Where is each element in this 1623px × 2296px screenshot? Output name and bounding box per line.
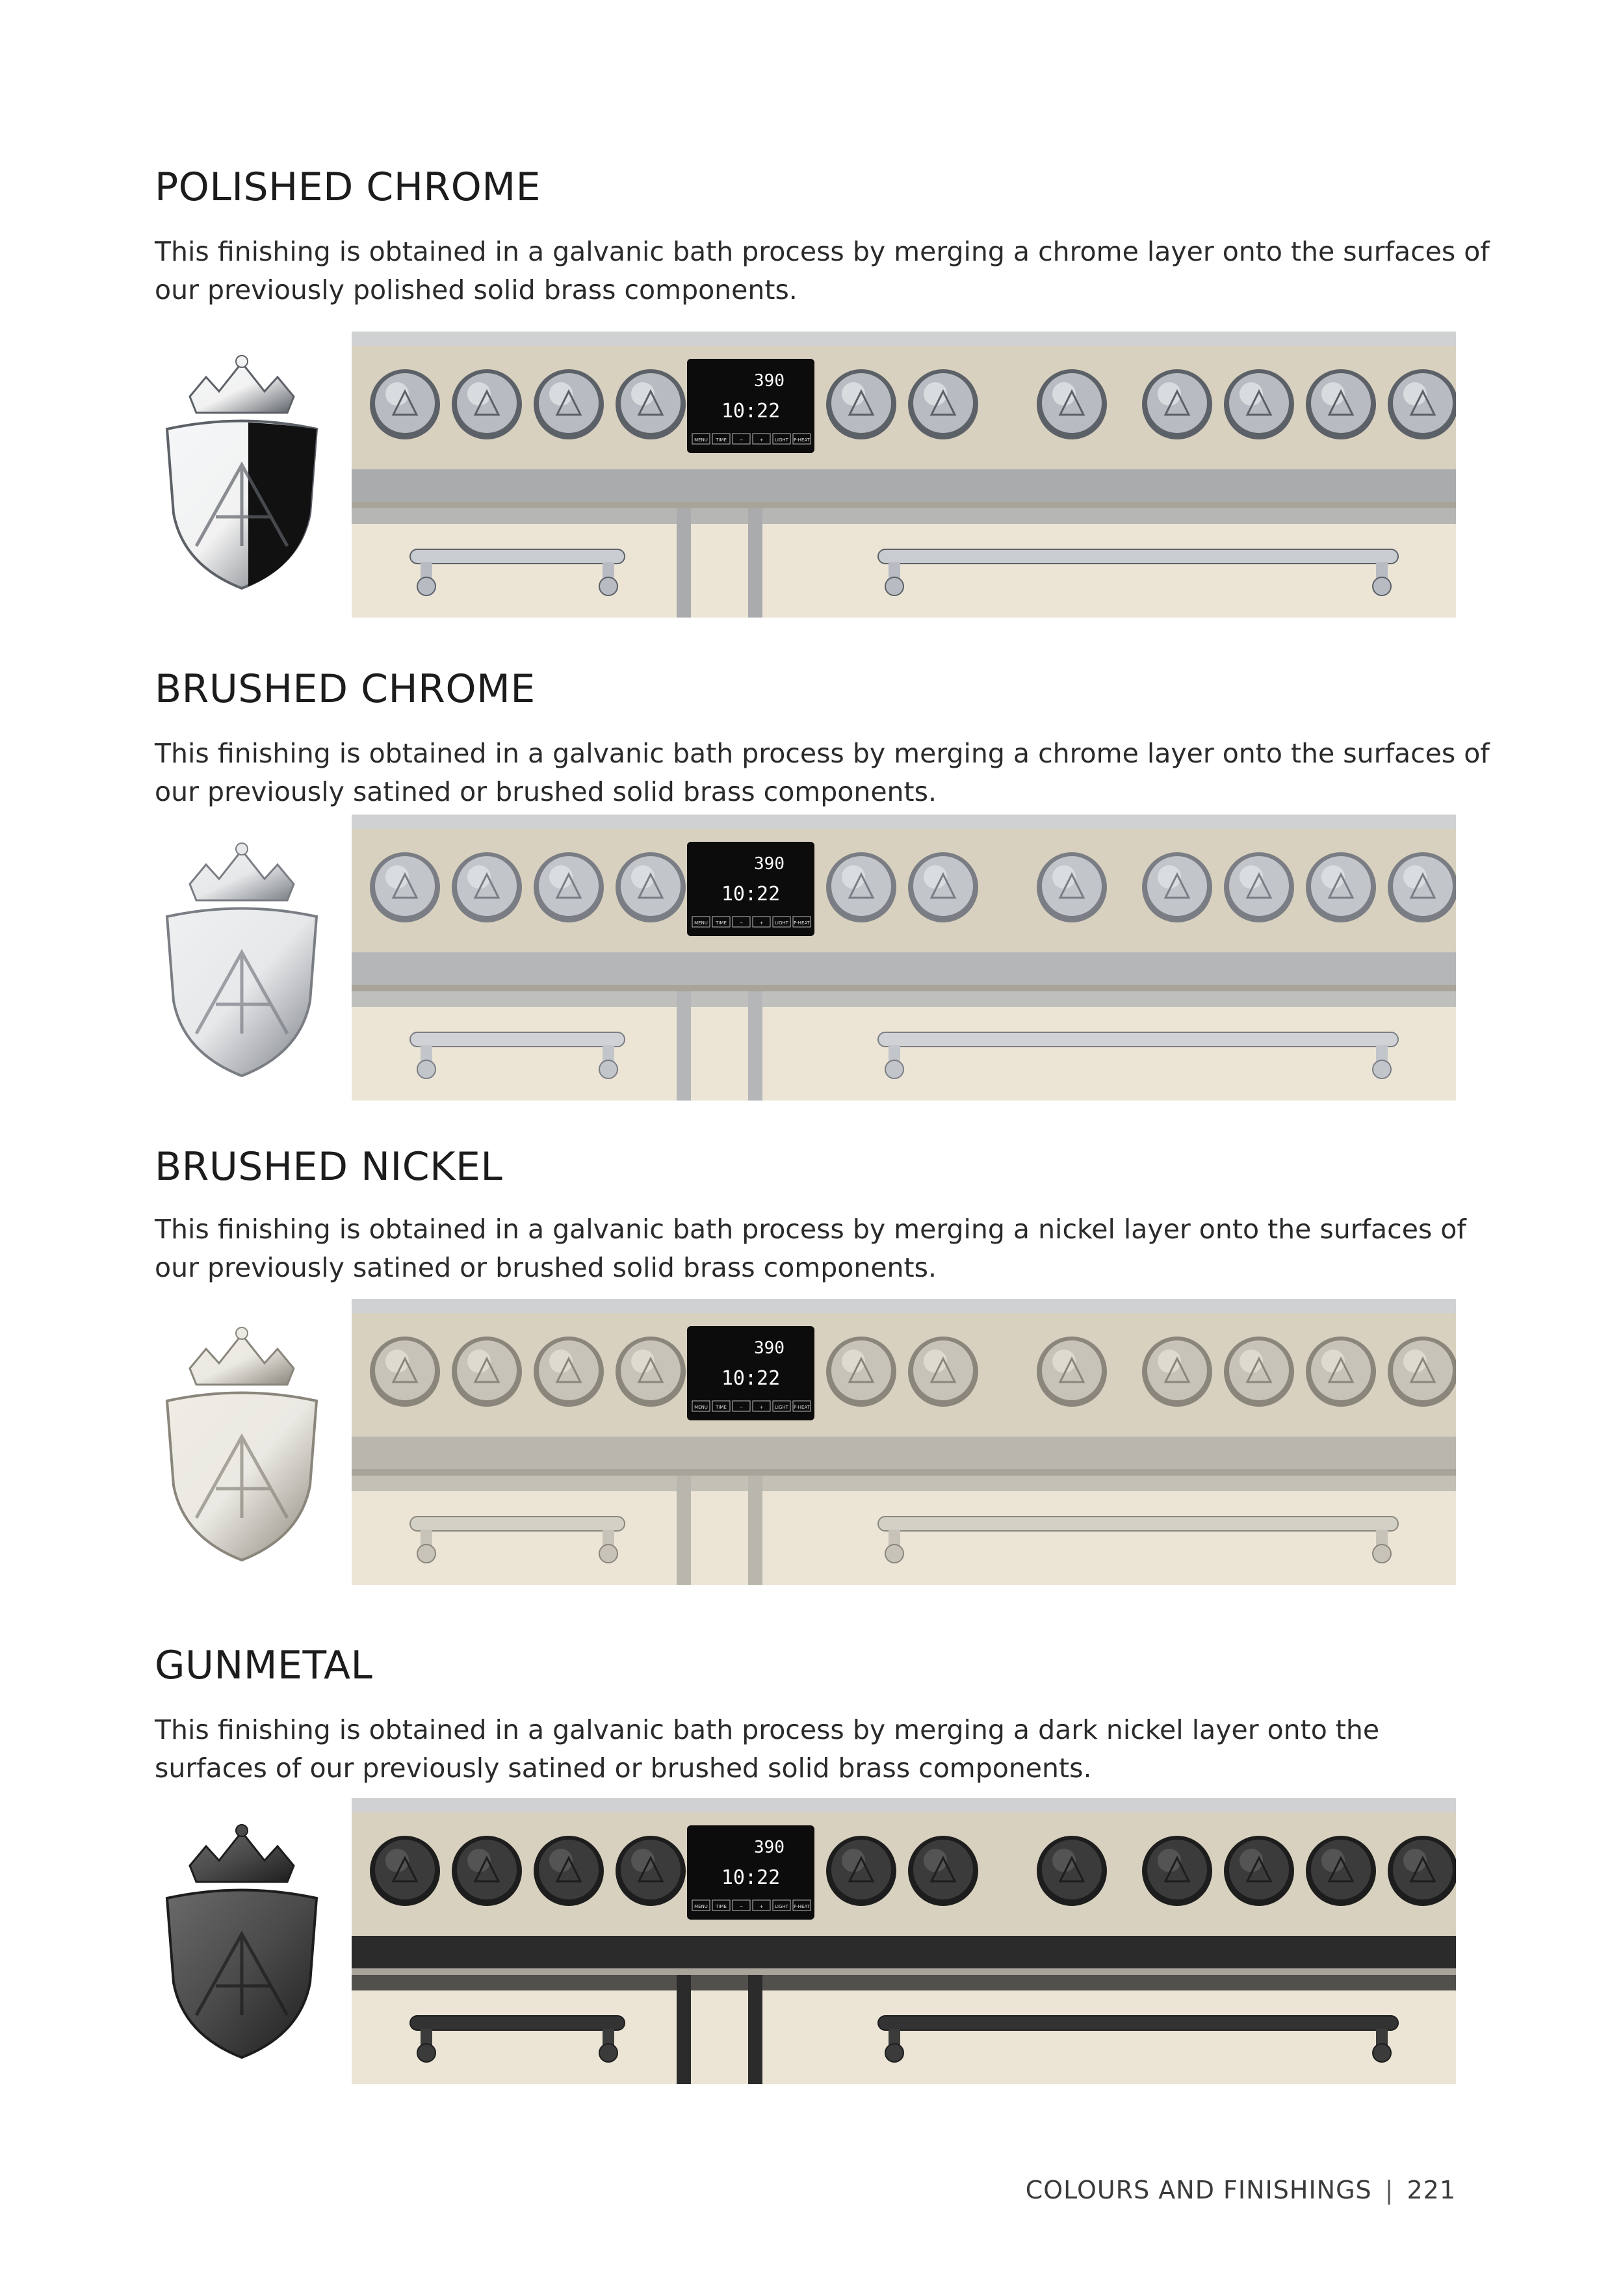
page-number: 221 — [1407, 2176, 1456, 2204]
top-trim — [352, 1299, 1456, 1313]
display-temperature: 390 — [754, 1838, 785, 1857]
control-knob — [457, 373, 517, 433]
handle-foot — [599, 577, 617, 595]
display-button-label: P-HEAT — [794, 920, 810, 926]
control-knob — [1042, 1340, 1102, 1400]
control-knob — [375, 1840, 435, 1899]
display-button-label: − — [739, 437, 744, 443]
crown-orb — [236, 1825, 248, 1836]
crest-emblem-brushed-chrome — [151, 839, 333, 1086]
display-button-label: − — [739, 1405, 744, 1410]
hob-front-rail — [352, 469, 1456, 502]
section-title-brushed-nickel: BRUSHED NICKEL — [155, 1144, 503, 1190]
door-frame-top — [352, 508, 1456, 524]
crown-shape — [190, 1335, 294, 1385]
control-knob — [539, 856, 599, 916]
display-time: 10:22 — [721, 400, 781, 423]
display-button-label: MENU — [694, 1405, 708, 1410]
door-frame-divider-right — [748, 991, 762, 1101]
section-description-brushed-nickel: This finishing is obtained in a galvanic bath process by merging a nickel layer onto the surfaces of our previously satined or brushed solid brass components. — [155, 1214, 1466, 1283]
control-knob — [1147, 373, 1207, 433]
section-title-brushed-chrome: BRUSHED CHROME — [155, 666, 536, 712]
door-frame-divider-left — [677, 1975, 691, 2084]
rail-shadow — [352, 502, 1456, 508]
handle-foot — [885, 1545, 903, 1563]
control-knob — [621, 856, 681, 916]
display-button-label: TIME — [716, 920, 727, 926]
handle-foot — [1373, 2044, 1391, 2062]
handle-foot — [1373, 1060, 1391, 1078]
control-knob — [831, 1840, 891, 1899]
display-button-label: + — [759, 1405, 764, 1410]
control-knob — [375, 373, 435, 433]
crown-orb — [236, 356, 248, 367]
shield-dark-half — [248, 423, 317, 586]
crown-shape — [190, 1832, 294, 1882]
control-knob — [539, 1840, 599, 1899]
display-button-label: + — [759, 437, 764, 443]
door-frame-top — [352, 1975, 1456, 1990]
handle-foot — [1373, 1545, 1391, 1563]
display-button-label: MENU — [694, 437, 708, 443]
hob-front-rail — [352, 952, 1456, 985]
footer-separator: | — [1384, 2176, 1394, 2204]
display-button-label: TIME — [716, 437, 727, 443]
section-description-brushed-chrome: This finishing is obtained in a galvanic bath process by merging a chrome layer onto the surfaces of our previously satined or brushed solid brass components. — [155, 738, 1490, 807]
section-title-gunmetal: GUNMETAL — [155, 1643, 373, 1688]
hob-front-rail — [352, 1437, 1456, 1469]
range-cooker-photo-brushed-chrome — [352, 815, 1456, 1101]
crest-emblem-gunmetal — [151, 1820, 333, 2067]
control-knob — [621, 373, 681, 433]
range-cooker-photo-brushed-nickel — [352, 1299, 1456, 1585]
control-knob — [1147, 856, 1207, 916]
control-knob — [1311, 1840, 1371, 1899]
crown-shape — [190, 363, 294, 413]
door-frame-divider-right — [748, 1476, 762, 1585]
door-handle-bar — [878, 1032, 1398, 1047]
display-button-label: − — [739, 920, 744, 926]
handle-foot — [885, 2044, 903, 2062]
display-button-label: MENU — [694, 920, 708, 926]
control-knob — [1393, 1340, 1453, 1400]
door-frame-divider-left — [677, 991, 691, 1101]
page-footer — [1026, 2176, 1456, 2204]
display-temperature: 390 — [754, 854, 785, 874]
display-button-label: + — [759, 920, 764, 926]
handle-foot — [417, 1060, 435, 1078]
handle-foot — [885, 1060, 903, 1078]
control-knob — [1311, 1340, 1371, 1400]
control-knob — [1042, 373, 1102, 433]
control-knob — [1147, 1340, 1207, 1400]
control-knob — [1229, 856, 1289, 916]
control-knob — [375, 856, 435, 916]
control-knob — [1042, 1840, 1102, 1899]
door-frame-divider-right — [748, 1975, 762, 2084]
display-time: 10:22 — [721, 1866, 781, 1889]
crown-orb — [236, 843, 248, 855]
control-knob — [831, 373, 891, 433]
display-temperature: 390 — [754, 1338, 785, 1358]
control-knob — [1311, 373, 1371, 433]
crest-emblem-brushed-nickel — [151, 1323, 333, 1570]
door-frame-top — [352, 991, 1456, 1007]
control-knob — [831, 1340, 891, 1400]
display-button-label: MENU — [694, 1904, 708, 1909]
handle-foot — [599, 2044, 617, 2062]
display-button-label: LIGHT — [775, 1405, 788, 1410]
range-cooker-photo-polished-chrome — [352, 332, 1456, 618]
crown-orb — [236, 1327, 248, 1339]
display-button-label: LIGHT — [775, 437, 788, 443]
handle-foot — [885, 577, 903, 595]
control-knob — [1393, 856, 1453, 916]
top-trim — [352, 1798, 1456, 1812]
section-description-gunmetal: This finishing is obtained in a galvanic bath process by merging a dark nickel layer onto the surfaces of our previously satined or brushed solid brass components. — [155, 1714, 1380, 1784]
hob-front-rail — [352, 1936, 1456, 1968]
display-button-label: + — [759, 1904, 764, 1909]
door-handle-bar — [410, 2016, 625, 2030]
control-knob — [621, 1840, 681, 1899]
range-cooker-photo-gunmetal — [352, 1798, 1456, 2084]
control-knob — [913, 856, 973, 916]
display-button-label: P-HEAT — [794, 1405, 810, 1410]
control-knob — [457, 1840, 517, 1899]
control-knob — [539, 373, 599, 433]
top-trim — [352, 815, 1456, 829]
display-button-label: P-HEAT — [794, 437, 810, 443]
control-knob — [1393, 1840, 1453, 1899]
rail-shadow — [352, 985, 1456, 991]
display-button-label: LIGHT — [775, 920, 788, 926]
control-knob — [831, 856, 891, 916]
display-button-label: − — [739, 1904, 744, 1909]
section-title-polished-chrome: POLISHED CHROME — [155, 164, 541, 210]
door-handle-bar — [410, 1032, 625, 1047]
door-frame-divider-right — [748, 508, 762, 618]
crown-shape — [190, 850, 294, 900]
display-time: 10:22 — [721, 883, 781, 906]
handle-foot — [1373, 577, 1391, 595]
display-temperature: 390 — [754, 371, 785, 391]
display-button-label: LIGHT — [775, 1904, 788, 1909]
control-knob — [457, 856, 517, 916]
door-handle-bar — [878, 549, 1398, 564]
control-knob — [1229, 1340, 1289, 1400]
control-knob — [1229, 1840, 1289, 1899]
handle-foot — [417, 1545, 435, 1563]
display-button-label: TIME — [716, 1904, 727, 1909]
display-button-label: TIME — [716, 1405, 727, 1410]
footer-section-label: COLOURS AND FINISHINGS — [1025, 2176, 1372, 2204]
handle-foot — [417, 577, 435, 595]
control-knob — [1229, 373, 1289, 433]
display-button-label: P-HEAT — [794, 1904, 810, 1909]
control-knob — [913, 1840, 973, 1899]
door-handle-bar — [878, 1517, 1398, 1531]
control-knob — [1311, 856, 1371, 916]
control-knob — [913, 1340, 973, 1400]
rail-shadow — [352, 1469, 1456, 1476]
rail-shadow — [352, 1968, 1456, 1975]
control-knob — [1393, 373, 1453, 433]
door-frame-divider-left — [677, 1476, 691, 1585]
door-frame-divider-left — [677, 508, 691, 618]
crest-emblem-polished-chrome — [151, 351, 333, 598]
door-frame-top — [352, 1476, 1456, 1491]
control-knob — [539, 1340, 599, 1400]
display-time: 10:22 — [721, 1367, 781, 1390]
handle-foot — [599, 1545, 617, 1563]
top-trim — [352, 332, 1456, 346]
section-description-polished-chrome: This finishing is obtained in a galvanic bath process by merging a chrome layer onto the surfaces of our previously polished solid brass components. — [155, 236, 1490, 306]
control-knob — [1042, 856, 1102, 916]
control-knob — [913, 373, 973, 433]
control-knob — [375, 1340, 435, 1400]
handle-foot — [417, 2044, 435, 2062]
door-handle-bar — [410, 549, 625, 564]
control-knob — [1147, 1840, 1207, 1899]
control-knob — [621, 1340, 681, 1400]
handle-foot — [599, 1060, 617, 1078]
door-handle-bar — [410, 1517, 625, 1531]
control-knob — [457, 1340, 517, 1400]
door-handle-bar — [878, 2016, 1398, 2030]
